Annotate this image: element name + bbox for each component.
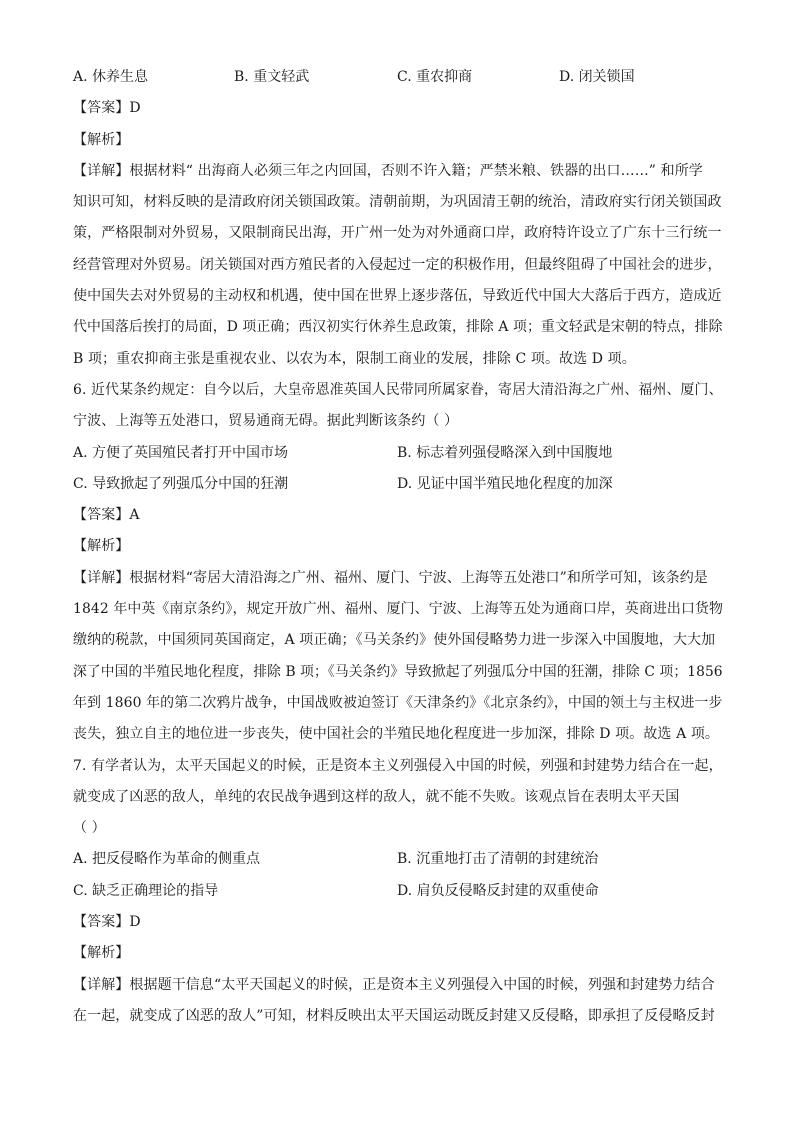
- q7-options-row-1: [73, 844, 723, 875]
- q5-option-a: A. 休养生息: [73, 69, 149, 85]
- q5-detail-line: B 项；重农抑商主张是重视农业、以农为本，限制工商业的发展，排除 C 项。故选 D 项。: [73, 350, 636, 367]
- q5-analysis-label: 【解析】: [73, 131, 130, 148]
- q7-option-b: B. 沉重地打击了清朝的封建统治: [397, 851, 599, 868]
- q6-detail-line: 1842 年中英《南京条约》，规定开放广州、福州、厦门、宁波、上海等五处为通商口岸，英商进出口货物: [73, 601, 723, 618]
- q6-option-b: B. 标志着列强侵略深入到中国腹地: [397, 444, 613, 461]
- q5-option-d: D. 闭关锁国: [559, 69, 635, 85]
- q7-stem-line: 7. 有学者认为，太平天国起义的时候，正是资本主义列强侵入中国的时候，列强和封建势力结合在一起，: [73, 757, 723, 774]
- q5-detail-line: 使中国失去对外贸易的主动权和机遇，使中国在世界上逐步落伍，导致近代中国大大落后于西方，造成近: [73, 288, 722, 305]
- q6-options-row-1: [73, 438, 723, 469]
- q6-detail-line: 缴纳的税款，中国须同英国商定，A 项正确；《马关条约》使外国侵略势力进一步深入中国腹地，大大加: [73, 632, 716, 649]
- q7-option-d: D. 肩负反侵略反封建的双重使命: [397, 882, 599, 899]
- q7-detail-line: 【详解】根据题干信息“太平天国起义的时候，正是资本主义列强侵入中国的时候，列强和封建势力结合: [73, 976, 715, 993]
- q5-options: [73, 62, 723, 93]
- q7-options-row-2: [73, 876, 723, 907]
- q6-answer: 【答案】A: [73, 507, 140, 524]
- q6-detail-line: 丧失，独立自主的地位进一步丧失，使中国社会的半殖民地化程度进一步加深，排除 D 项。故选 A 项。: [73, 726, 720, 743]
- q7-option-c: C. 缺乏正确理论的指导: [73, 882, 219, 899]
- q6-option-a: A. 方便了英国殖民者打开中国市场: [73, 444, 289, 461]
- q6-detail-line: 年到 1860 年的第二次鸦片战争，中国战败被迫签订《天津条约》《北京条约》，中国的领土与主权进一步: [73, 694, 723, 711]
- q5-detail-line: 策，严格限制对外贸易，又限制商民出海，开广州一处为对外通商口岸，政府特许设立了广东十三行统一: [73, 225, 722, 242]
- q6-stem-line: 6. 近代某条约规定：自今以后，大皇帝恩准英国人民带同所属家眷，寄居大清沿海之广州、福州、厦门、: [73, 381, 723, 398]
- q6-options-row-2: [73, 469, 723, 500]
- q5-answer: 【答案】D: [73, 100, 141, 117]
- q6-stem-line: 宁波、上海等五处港口，贸易通商无碍。据此判断该条约（ ）: [73, 413, 459, 430]
- q6-detail-line: 【详解】根据材料“寄居大清沿海之广州、福州、厦门、宁波、上海等五处港口”和所学可知，该条约是: [73, 569, 708, 586]
- q5-detail-line: 知识可知，材料反映的是清政府闭关锁国政策。清朝前期，为巩固清王朝的统治，清政府实行闭关锁国政: [73, 194, 722, 211]
- q6-detail-line: 深了中国的半殖民地化程度，排除 B 项；《马关条约》导致掀起了列强瓜分中国的狂潮，排除 C 项；1856: [73, 663, 723, 680]
- q7-answer: 【答案】D: [73, 914, 141, 931]
- q7-stem-line: 就变成了凶恶的敌人，单纯的农民战争遇到这样的敌人，就不能不失败。该观点旨在表明太平天国: [73, 788, 680, 805]
- document-page: [73, 62, 723, 1032]
- q5-detail-line: 经营管理对外贸易。闭关锁国对西方殖民者的入侵起过一定的积极作用，但最终阻碍了中国社会的进步，: [73, 256, 722, 273]
- q6-option-c: C. 导致掀起了列强瓜分中国的狂潮: [73, 475, 289, 492]
- q7-stem-line: （ ）: [73, 820, 106, 837]
- q6-option-d: D. 见证中国半殖民地化程度的加深: [397, 475, 613, 492]
- q5-option-c: C. 重农抑商: [397, 69, 473, 85]
- q5-option-b: B. 重文轻武: [234, 69, 310, 85]
- q7-analysis-label: 【解析】: [73, 945, 130, 962]
- q7-detail-line: 在一起，就变成了凶恶的敌人”可知，材料反映出太平天国运动既反封建又反侵略，即承担了反侵略反封: [73, 1007, 715, 1024]
- q5-detail-line: 代中国落后挨打的局面，D 项正确；西汉初实行休养生息政策，排除 A 项；重文轻武是宋朝的特点，排除: [73, 319, 723, 336]
- q6-analysis-label: 【解析】: [73, 538, 130, 555]
- q7-option-a: A. 把反侵略作为革命的侧重点: [73, 851, 261, 868]
- q5-detail-line: 【详解】根据材料“ 出海商人必须三年之内回国，否则不许入籍；严禁米粮、铁器的出口……” 和所学: [73, 162, 703, 179]
